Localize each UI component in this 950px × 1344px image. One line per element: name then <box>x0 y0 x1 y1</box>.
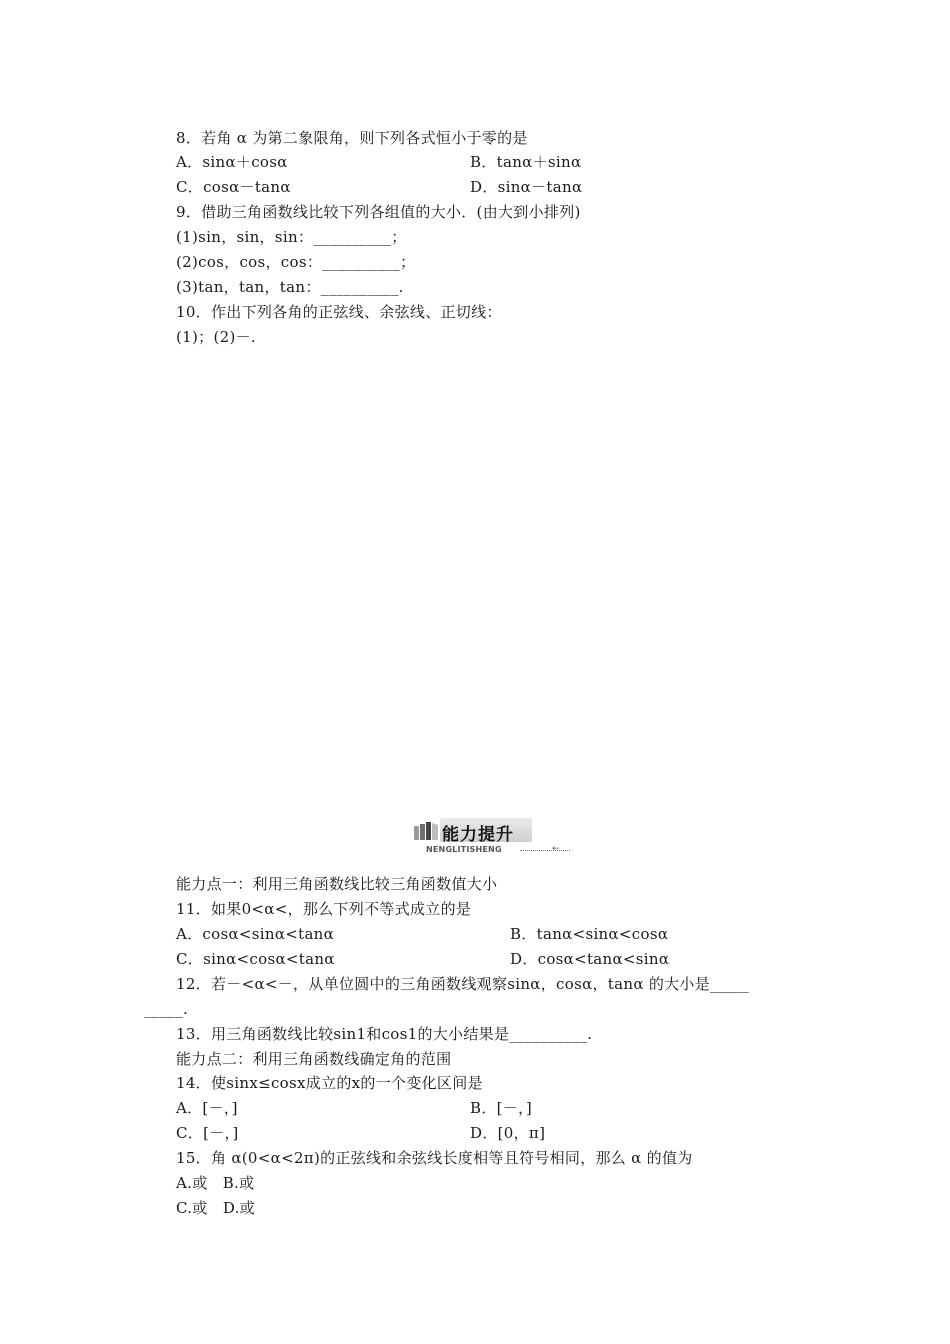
question-8-option-d: D．sinα－tanα <box>470 178 583 196</box>
question-11-stem: 11．如果0<α<，那么下列不等式成立的是 <box>176 900 472 918</box>
badge-dotted-line <box>520 850 570 851</box>
question-10-stem: 10．作出下列各角的正弦线、余弦线、正切线： <box>176 303 502 321</box>
book-icon <box>412 822 440 842</box>
badge-title: 能力提升 <box>442 825 514 845</box>
question-15-stem: 15．角 α(0<α<2π)的正弦线和余弦线长度相等且符号相同，那么 α 的值为 <box>176 1149 693 1167</box>
question-9-part-2: (2)cos，cos，cos：__________； <box>176 253 416 271</box>
question-12-stem: 12．若－<α<－，从单位圆中的三角函数线观察sinα，cosα，tanα 的大小是_____ <box>176 975 750 993</box>
arrow-left-icon: ← <box>552 844 560 854</box>
question-10-parts: (1)；(2)－. <box>176 328 256 346</box>
question-8-stem: 8．若角 α 为第二象限角，则下列各式恒小于零的是 <box>176 129 528 147</box>
question-8-option-c: C．cosα－tanα <box>176 178 291 196</box>
question-12-continuation: _____. <box>144 1000 189 1018</box>
question-11-option-b: B．tanα<sinα<cosα <box>510 925 669 943</box>
badge-subtitle: NENGLITISHENG <box>426 845 502 854</box>
question-8-option-b: B．tanα＋sinα <box>470 153 582 171</box>
question-14-option-b: B．[－，] <box>470 1099 533 1117</box>
question-14-option-a: A．[－，] <box>176 1099 238 1117</box>
ability-point-1-heading: 能力点一：利用三角函数线比较三角函数值大小 <box>176 875 498 893</box>
question-9-stem: 9．借助三角函数线比较下列各组值的大小．(由大到小排列) <box>176 203 581 221</box>
question-15-options-ab: A.或 B.或 <box>176 1174 255 1192</box>
question-15-options-cd: C.或 D.或 <box>176 1199 255 1217</box>
question-11-option-a: A．cosα<sinα<tanα <box>176 925 335 943</box>
question-11-option-d: D．cosα<tanα<sinα <box>510 950 670 968</box>
question-14-option-c: C．[－，] <box>176 1124 239 1142</box>
question-14-stem: 14．使sinx≤cosx成立的x的一个变化区间是 <box>176 1074 483 1092</box>
question-8-option-a: A．sinα＋cosα <box>176 153 288 171</box>
question-9-part-3: (3)tan，tan，tan：__________. <box>176 278 404 296</box>
question-13-stem: 13．用三角函数线比较sin1和cos1的大小结果是__________. <box>176 1025 593 1043</box>
question-14-option-d: D．[0，π] <box>470 1124 546 1142</box>
section-badge <box>410 818 580 858</box>
ability-point-2-heading: 能力点二：利用三角函数线确定角的范围 <box>176 1050 452 1068</box>
question-9-part-1: (1)sin，sin，sin：__________； <box>176 228 407 246</box>
question-11-option-c: C．sinα<cosα<tanα <box>176 950 335 968</box>
